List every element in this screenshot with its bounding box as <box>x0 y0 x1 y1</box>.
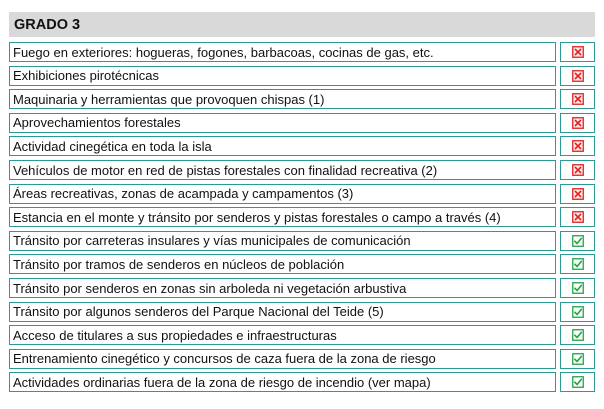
table-row <box>9 42 595 66</box>
activity-text: Tránsito por carreteras insulares y vías municipales de comunicación <box>9 231 556 251</box>
check-box-icon <box>572 329 584 341</box>
status-cell <box>560 231 595 251</box>
table-row <box>9 231 595 255</box>
status-cell <box>560 89 595 109</box>
status-cell <box>560 372 595 392</box>
activity-text: Tránsito por algunos senderos del Parque Nacional del Teide (5) <box>9 302 556 322</box>
table-row <box>9 372 595 396</box>
status-cell <box>560 302 595 322</box>
activity-text: Actividades ordinarias fuera de la zona de riesgo de incendio (ver mapa) <box>9 372 556 392</box>
status-cell <box>560 42 595 62</box>
check-box-icon <box>572 235 584 247</box>
table-row <box>9 302 595 326</box>
table-row <box>9 160 595 184</box>
status-cell <box>560 278 595 298</box>
x-box-icon <box>572 93 584 105</box>
status-cell <box>560 325 595 345</box>
status-cell <box>560 207 595 227</box>
activity-text: Tránsito por tramos de senderos en núcleos de población <box>9 254 556 274</box>
activity-text: Acceso de titulares a sus propiedades e infraestructuras <box>9 325 556 345</box>
activity-text: Vehículos de motor en red de pistas forestales con finalidad recreativa (2) <box>9 160 556 180</box>
check-box-icon <box>572 353 584 365</box>
activity-text: Áreas recreativas, zonas de acampada y campamentos (3) <box>9 184 556 204</box>
activity-text: Estancia en el monte y tránsito por senderos y pistas forestales o campo a través (4) <box>9 207 556 227</box>
grade-header <box>9 12 595 37</box>
activity-text: Tránsito por senderos en zonas sin arboleda ni vegetación arbustiva <box>9 278 556 298</box>
activity-text: Aprovechamientos forestales <box>9 113 556 133</box>
check-box-icon <box>572 282 584 294</box>
activity-text: Exhibiciones pirotécnicas <box>9 66 556 86</box>
x-box-icon <box>572 46 584 58</box>
status-cell <box>560 136 595 156</box>
status-cell <box>560 184 595 204</box>
table-row <box>9 278 595 302</box>
x-box-icon <box>572 140 584 152</box>
grade-title: GRADO 3 <box>14 16 81 33</box>
table-row <box>9 89 595 113</box>
table-row <box>9 207 595 231</box>
x-box-icon <box>572 70 584 82</box>
status-cell <box>560 254 595 274</box>
x-box-icon <box>572 164 584 176</box>
check-box-icon <box>572 376 584 388</box>
table-row <box>9 184 595 208</box>
x-box-icon <box>572 188 584 200</box>
status-cell <box>560 349 595 369</box>
table-row <box>9 66 595 90</box>
check-box-icon <box>572 306 584 318</box>
table-row <box>9 136 595 160</box>
check-box-icon <box>572 258 584 270</box>
table-row <box>9 254 595 278</box>
table-row <box>9 113 595 137</box>
x-box-icon <box>572 211 584 223</box>
table-row <box>9 349 595 373</box>
status-cell <box>560 113 595 133</box>
status-cell <box>560 160 595 180</box>
activity-text: Maquinaria y herramientas que provoquen chispas (1) <box>9 89 556 109</box>
table-row <box>9 325 595 349</box>
activity-text: Entrenamiento cinegético y concursos de caza fuera de la zona de riesgo <box>9 349 556 369</box>
activity-text: Fuego en exteriores: hogueras, fogones, barbacoas, cocinas de gas, etc. <box>9 42 556 62</box>
activity-text: Actividad cinegética en toda la isla <box>9 136 556 156</box>
x-box-icon <box>572 117 584 129</box>
status-cell <box>560 66 595 86</box>
